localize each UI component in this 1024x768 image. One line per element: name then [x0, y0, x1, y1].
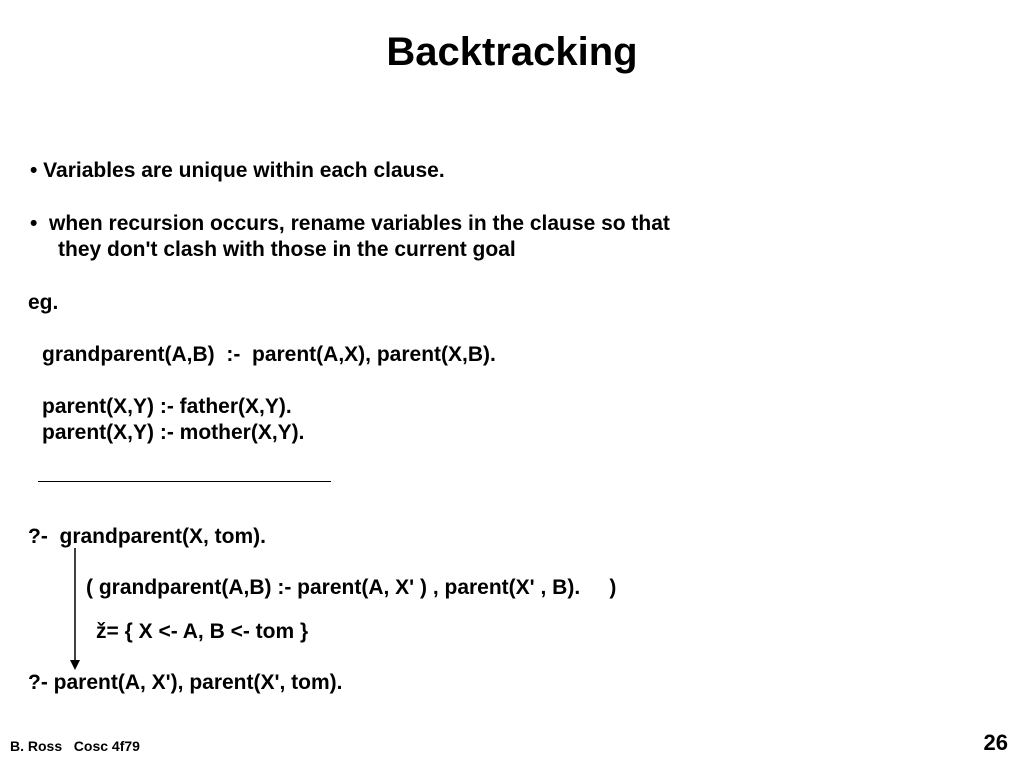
- initial-query: ?- grandparent(X, tom).: [28, 525, 266, 548]
- renamed-clause: ( grandparent(A,B) :- parent(A, X' ) , parent(X' , B). ): [86, 576, 617, 599]
- bullet-rename-variables: • when recursion occurs, rename variables in the clause so that: [30, 212, 670, 235]
- derivation-arrow-icon: [60, 548, 84, 672]
- program-clause-parent-father: parent(X,Y) :- father(X,Y).: [42, 395, 292, 418]
- program-clause-grandparent: grandparent(A,B) :- parent(A,X), parent(X,B).: [42, 343, 496, 366]
- resulting-query: ?- parent(A, X'), parent(X', tom).: [28, 671, 343, 694]
- program-clause-parent-mother: parent(X,Y) :- mother(X,Y).: [42, 421, 305, 444]
- footer-author: B. Ross Cosc 4f79: [10, 738, 140, 754]
- bullet-variables-unique: • Variables are unique within each clause.: [30, 159, 445, 182]
- separator-line: [38, 481, 331, 482]
- example-label: eg.: [28, 291, 59, 314]
- page-number: 26: [983, 730, 1008, 755]
- bullet-rename-variables-cont: they don't clash with those in the current goal: [58, 238, 516, 261]
- slide-title: Backtracking: [386, 30, 638, 74]
- substitution: ž= { X <- A, B <- tom }: [96, 620, 309, 643]
